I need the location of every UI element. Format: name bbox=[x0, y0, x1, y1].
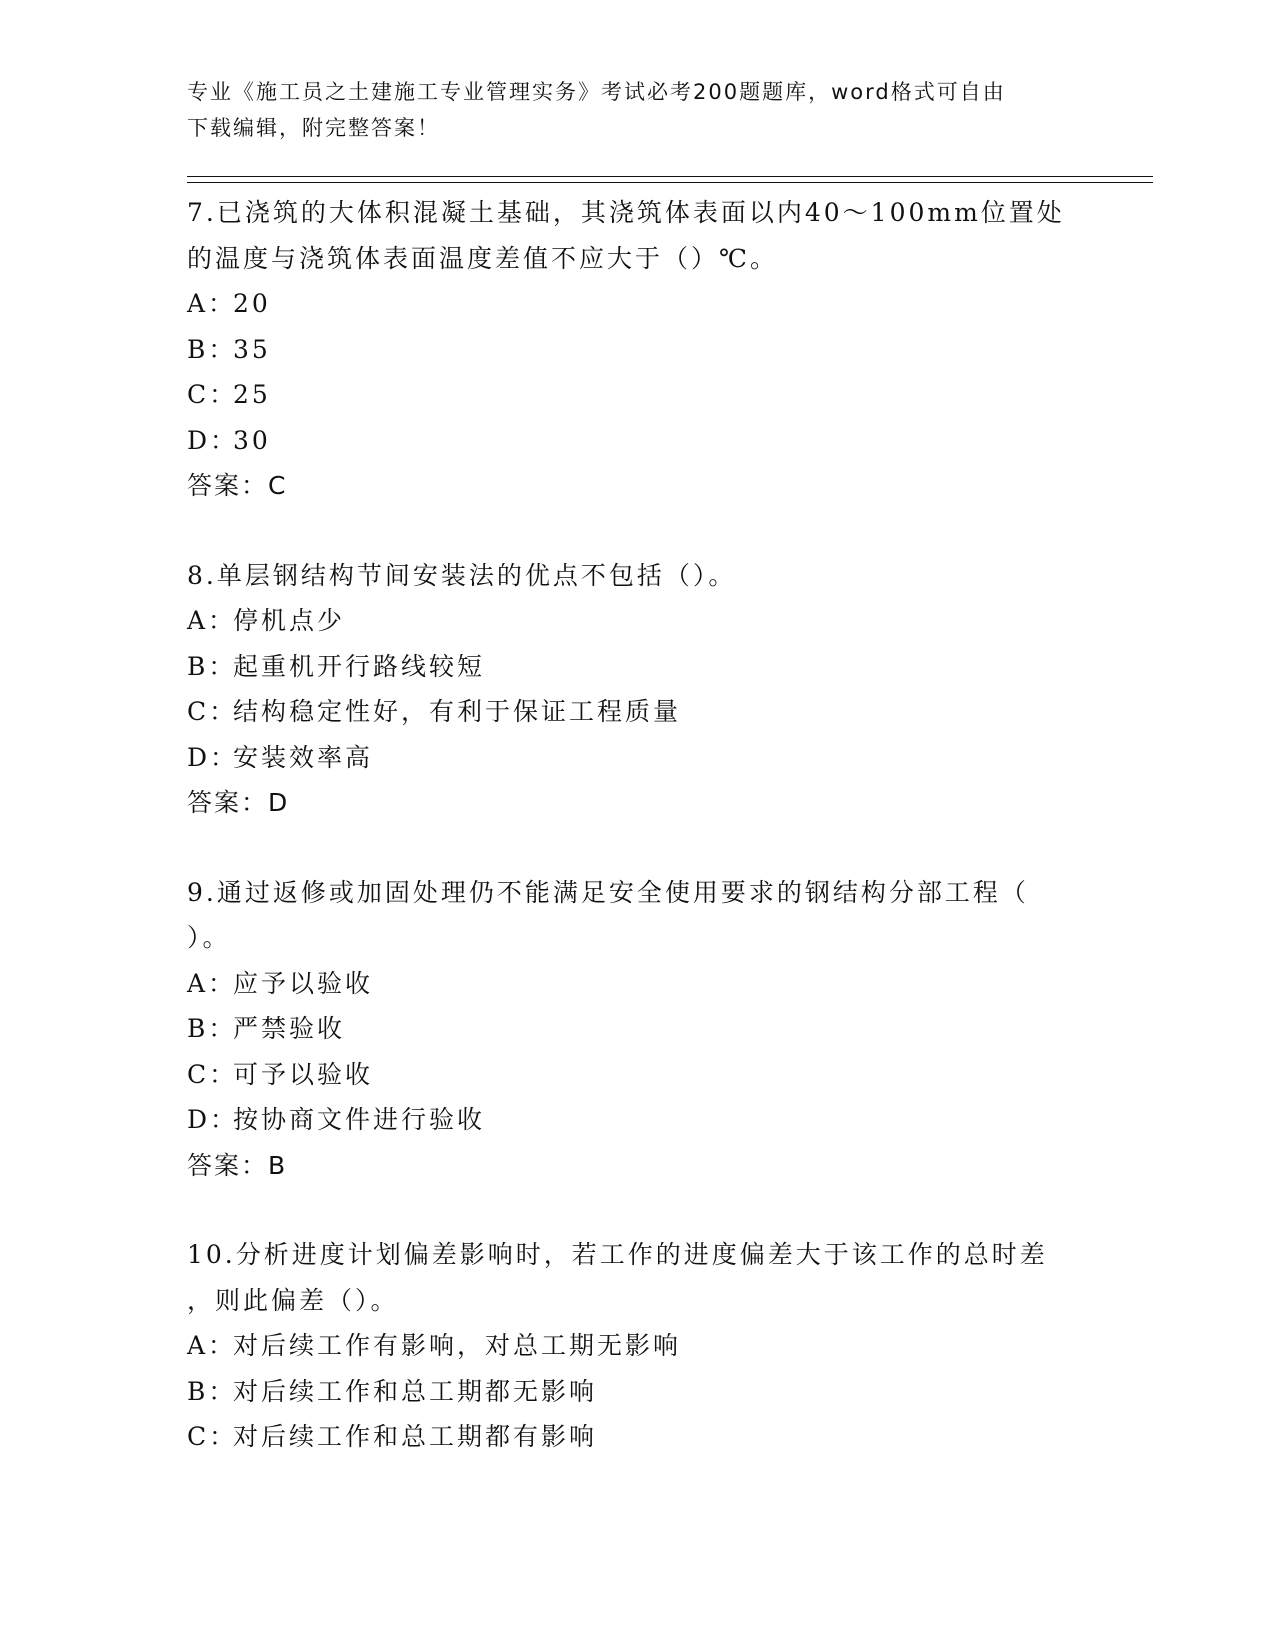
option-c bbox=[187, 1414, 1087, 1460]
option-letter: A： bbox=[187, 289, 237, 318]
option-d bbox=[187, 418, 1087, 464]
option-b bbox=[187, 644, 1087, 690]
option-letter: A： bbox=[187, 968, 237, 998]
question-list bbox=[187, 190, 1087, 1504]
answer-line: 答案：B bbox=[187, 1150, 288, 1180]
option-letter: D： bbox=[187, 425, 239, 455]
option-a bbox=[187, 1323, 1087, 1369]
question-10 bbox=[187, 1232, 1087, 1460]
option-text: 按协商文件进行验收 bbox=[233, 1105, 486, 1134]
option-c bbox=[187, 689, 1087, 735]
question-text-line: 9.通过返修或加固处理仍不能满足安全使用要求的钢结构分部工程（ bbox=[187, 877, 1029, 907]
option-text: 对后续工作和总工期都有影响 bbox=[233, 1422, 598, 1451]
option-text: 对后续工作有影响，对总工期无影响 bbox=[233, 1331, 682, 1360]
option-text: 20 bbox=[233, 289, 271, 318]
option-text: 应予以验收 bbox=[233, 968, 374, 998]
header-divider-bottom bbox=[187, 182, 1153, 183]
header-line-1: 专业《施工员之土建施工专业管理实务》考试必考200题题库，word格式可自由 bbox=[187, 80, 1006, 104]
option-letter: A： bbox=[187, 1331, 237, 1360]
option-letter: C： bbox=[187, 380, 238, 409]
option-b bbox=[187, 1369, 1087, 1415]
answer-line: 答案：D bbox=[187, 788, 290, 817]
option-text: 30 bbox=[233, 425, 271, 455]
option-letter: C： bbox=[187, 1059, 238, 1089]
header-divider-top bbox=[187, 176, 1153, 177]
option-b bbox=[187, 1006, 1087, 1052]
option-letter: C： bbox=[187, 697, 238, 726]
option-text: 结构稳定性好，有利于保证工程质量 bbox=[233, 697, 682, 726]
option-letter: B： bbox=[187, 1014, 237, 1043]
header-line-2: 下载编辑，附完整答案！ bbox=[187, 116, 440, 140]
option-text: 起重机开行路线较短 bbox=[233, 651, 486, 681]
option-b bbox=[187, 327, 1087, 373]
option-text: 可予以验收 bbox=[233, 1059, 374, 1089]
question-text-line: 8.单层钢结构节间安装法的优点不包括（）。 bbox=[187, 560, 737, 590]
option-d bbox=[187, 1097, 1087, 1143]
option-text: 安装效率高 bbox=[233, 742, 374, 772]
option-letter: D： bbox=[187, 1105, 239, 1134]
answer-line: 答案：C bbox=[187, 471, 288, 500]
option-letter: B： bbox=[187, 651, 237, 681]
document-header bbox=[187, 74, 1067, 146]
option-text: 35 bbox=[233, 334, 271, 364]
option-d bbox=[187, 735, 1087, 781]
option-letter: B： bbox=[187, 1376, 237, 1406]
question-8 bbox=[187, 553, 1087, 826]
option-c bbox=[187, 1052, 1087, 1098]
option-letter: B： bbox=[187, 334, 237, 364]
question-text-line: 的温度与浇筑体表面温度差值不应大于（）℃。 bbox=[187, 243, 778, 273]
question-text-line: ，则此偏差（）。 bbox=[187, 1285, 399, 1315]
option-a bbox=[187, 961, 1087, 1007]
option-text: 对后续工作和总工期都无影响 bbox=[233, 1376, 598, 1406]
option-letter: C： bbox=[187, 1422, 238, 1451]
option-c bbox=[187, 372, 1087, 418]
option-a bbox=[187, 281, 1087, 327]
question-text-line: ）。 bbox=[187, 923, 231, 952]
option-text: 停机点少 bbox=[233, 606, 346, 635]
question-text-line: 7.已浇筑的大体积混凝土基础，其浇筑体表面以内40～100mm位置处 bbox=[187, 198, 1065, 227]
question-7 bbox=[187, 190, 1087, 509]
option-text: 严禁验收 bbox=[233, 1014, 346, 1043]
question-9 bbox=[187, 870, 1087, 1189]
option-a bbox=[187, 598, 1087, 644]
option-text: 25 bbox=[233, 380, 271, 409]
option-letter: D： bbox=[187, 742, 239, 772]
option-letter: A： bbox=[187, 606, 237, 635]
question-text-line: 10.分析进度计划偏差影响时，若工作的进度偏差大于该工作的总时差 bbox=[187, 1240, 1048, 1269]
